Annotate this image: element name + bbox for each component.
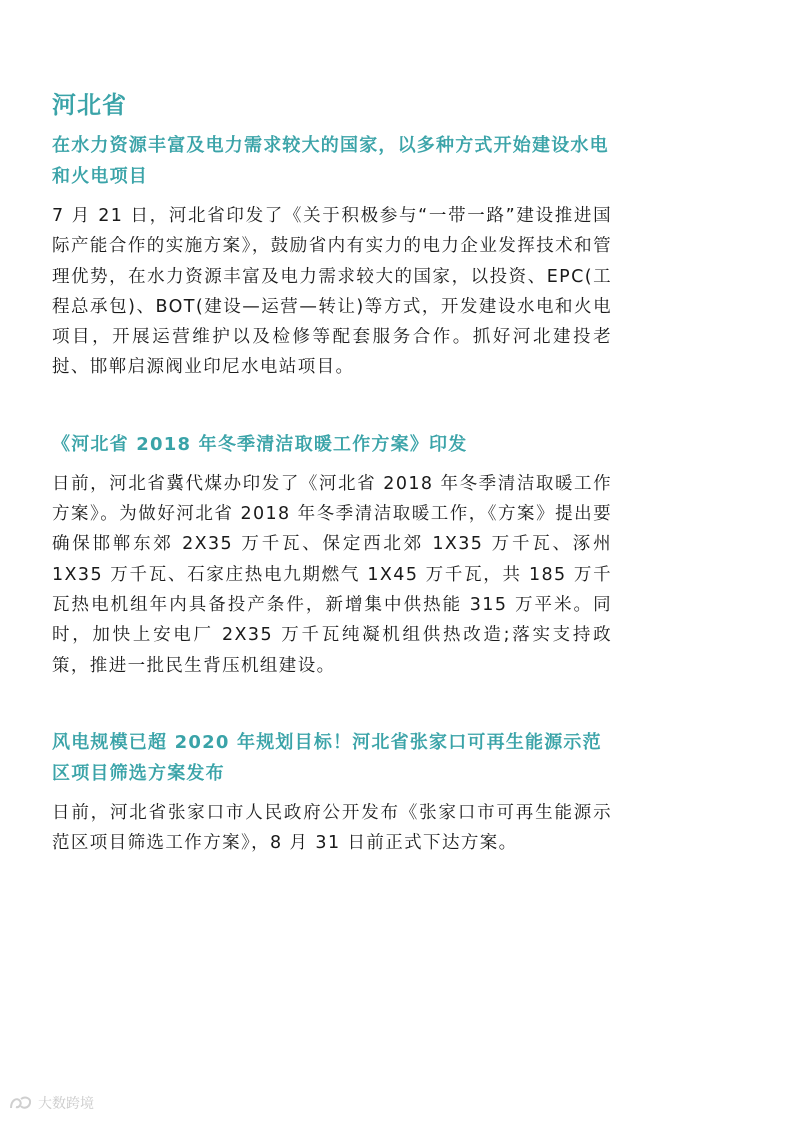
- news-body: 7 月 21 日，河北省印发了《关于积极参与“一带一路”建设推进国际产能合作的实施方案》，鼓励省内有实力的电力企业发挥技术和管理优势，在水力资源丰富及电力需求较大的国家，以投资、EPC(工程总承包)、BOT(建设—运营—转让)等方式，开发建设水电和火电项目，开展运营维护以及检修等配套服务合作。抓好河北建投老挝、邯郸启源阀业印尼水电站项目。: [52, 206, 612, 378]
- news-item-clean-heating: [52, 429, 612, 681]
- news-body: 日前，河北省张家口市人民政府公开发布《张家口市可再生能源示范区项目筛选工作方案》，8 月 31 日前正式下达方案。: [52, 802, 612, 854]
- watermark: [8, 1093, 94, 1113]
- watermark-text: 大数跨境: [38, 1096, 94, 1112]
- dashu-logo-icon: [8, 1094, 34, 1112]
- news-body: 日前，河北省冀代煤办印发了《河北省 2018 年冬季清洁取暖工作方案》。为做好河北省 2018 年冬季清洁取暖工作，《方案》提出要确保邯郸东郊 2X35 万千瓦、保定西北郊 1X35 万千瓦、涿州 1X35 万千瓦、石家庄热电九期燃气 1X45 万千瓦，共 185 万千瓦热电机组年内具备投产条件，新增集中供热能 315 万平米。同时，加快上安电厂 2X35 万千瓦纯凝机组供热改造;落实支持政策，推进一批民生背压机组建设。: [52, 473, 612, 676]
- article: [52, 88, 612, 858]
- news-item-wind-power: [52, 727, 612, 859]
- news-headline: 风电规模已超 2020 年规划目标！河北省张家口可再生能源示范区项目筛选方案发布: [52, 731, 602, 784]
- news-headline: 《河北省 2018 年冬季清洁取暖工作方案》印发: [52, 433, 468, 455]
- province-title: 河北省: [52, 91, 127, 119]
- news-headline: 在水力资源丰富及电力需求较大的国家，以多种方式开始建设水电和火电项目: [52, 135, 609, 187]
- news-item-hydro-thermal: [52, 130, 612, 383]
